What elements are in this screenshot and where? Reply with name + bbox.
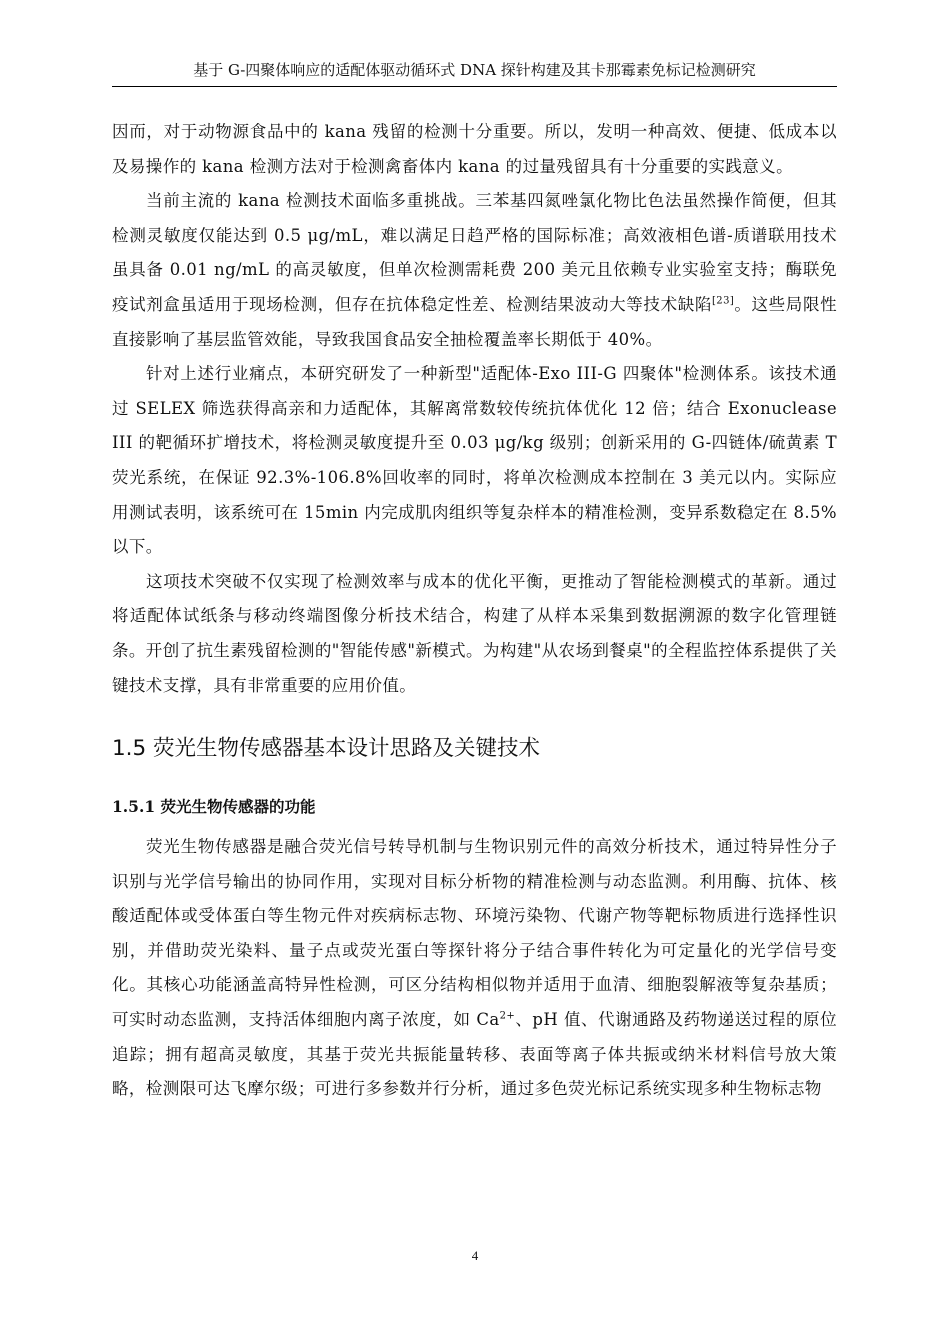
- paragraph-1: 因而，对于动物源食品中的 kana 残留的检测十分重要。所以，发明一种高效、便捷、低成本以及易操作的 kana 检测方法对于检测禽畜体内 kana 的过量残留具有十分重要的实践意义。: [112, 122, 837, 176]
- running-header: [112, 58, 837, 87]
- page-body: [112, 115, 837, 1107]
- citation-23: [23]: [712, 295, 735, 307]
- paragraph-3: 针对上述行业痛点，本研究研发了一种新型"适配体-Exo III-G 四聚体"检测体系。该技术通过 SELEX 筛选获得高亲和力适配体，其解离常数较传统抗体优化 12 倍；结合 Exonuclease III 的靶循环扩增技术，将检测灵敏度提升至 0.03 μg/kg 级别；创新采用的 G-四链体/硫黄素 T 荧光系统，在保证 92.3%-106.8%回收率的同时，将单次检测成本控制在 3 美元以内。实际应用测试表明，该系统可在 15min 内完成肌肉组织等复杂样本的精准检测，变异系数稳定在 8.5%以下。: [112, 364, 837, 557]
- section-heading: 1.5 荧光生物传感器基本设计思路及关键技术: [112, 736, 541, 762]
- paragraph-5-text-a: 荧光生物传感器是融合荧光信号转导机制与生物识别元件的高效分析技术，通过特异性分子识别与光学信号输出的协同作用，实现对目标分析物的精准检测与动态监测。利用酶、抗体、核酸适配体或受体蛋白等生物元件对疾病标志物、环境污染物、代谢产物等靶标物质进行选择性识别，并借助荧光染料、量子点或荧光蛋白等探针将分子结合事件转化为可定量化的光学信号变化。其核心功能涵盖高特异性检测，可区分结构相似物并适用于血清、细胞裂解液等复杂基质；可实时动态监测，支持活体细胞内离子浓度，如 Ca: [112, 837, 837, 1030]
- paragraph-5: [112, 830, 837, 1107]
- subsection-heading: 1.5.1 荧光生物传感器的功能: [112, 797, 316, 817]
- ion-charge: 2+: [499, 1010, 516, 1022]
- running-title: 基于 G-四聚体响应的适配体驱动循环式 DNA 探针构建及其卡那霉素免标记检测研究: [193, 61, 756, 79]
- paragraph-2-text-a: 当前主流的 kana 检测技术面临多重挑战。三苯基四氮唑氯化物比色法虽然操作简便，但其检测灵敏度仅能达到 0.5 μg/mL，难以满足日趋严格的国际标准；高效液相色谱-质谱联用技术虽具备 0.01 ng/mL 的高灵敏度，但单次检测需耗费 200 美元且依赖专业实验室支持；酶联免疫试剂盒虽适用于现场检测，但存在抗体稳定性差、检测结果波动大等技术缺陷: [112, 191, 837, 314]
- paragraph-5-text-b: 、pH 值、代谢通路及药物递送过程的原位追踪；拥有超高灵敏度，其基于荧光共振能量转移、表面等离子体共振或纳米材料信号放大策略，检测限可达飞摩尔级；可进行多参数并行分析，通过多色荧光标记系统实现多种生物标志物: [112, 1010, 837, 1099]
- paragraph-2: [112, 184, 837, 357]
- paragraph-2-text-b: 。这些局限性直接影响了基层监管效能，导致我国食品安全抽检覆盖率长期低于 40%。: [112, 294, 837, 349]
- paragraph-4: 这项技术突破不仅实现了检测效率与成本的优化平衡，更推动了智能检测模式的革新。通过将适配体试纸条与移动终端图像分析技术结合，构建了从样本采集到数据溯源的数字化管理链条。开创了抗生素残留检测的"智能传感"新模式。为构建"从农场到餐桌"的全程监控体系提供了关键技术支撑，具有非常重要的应用价值。: [112, 571, 837, 695]
- page-number: 4: [471, 1248, 479, 1263]
